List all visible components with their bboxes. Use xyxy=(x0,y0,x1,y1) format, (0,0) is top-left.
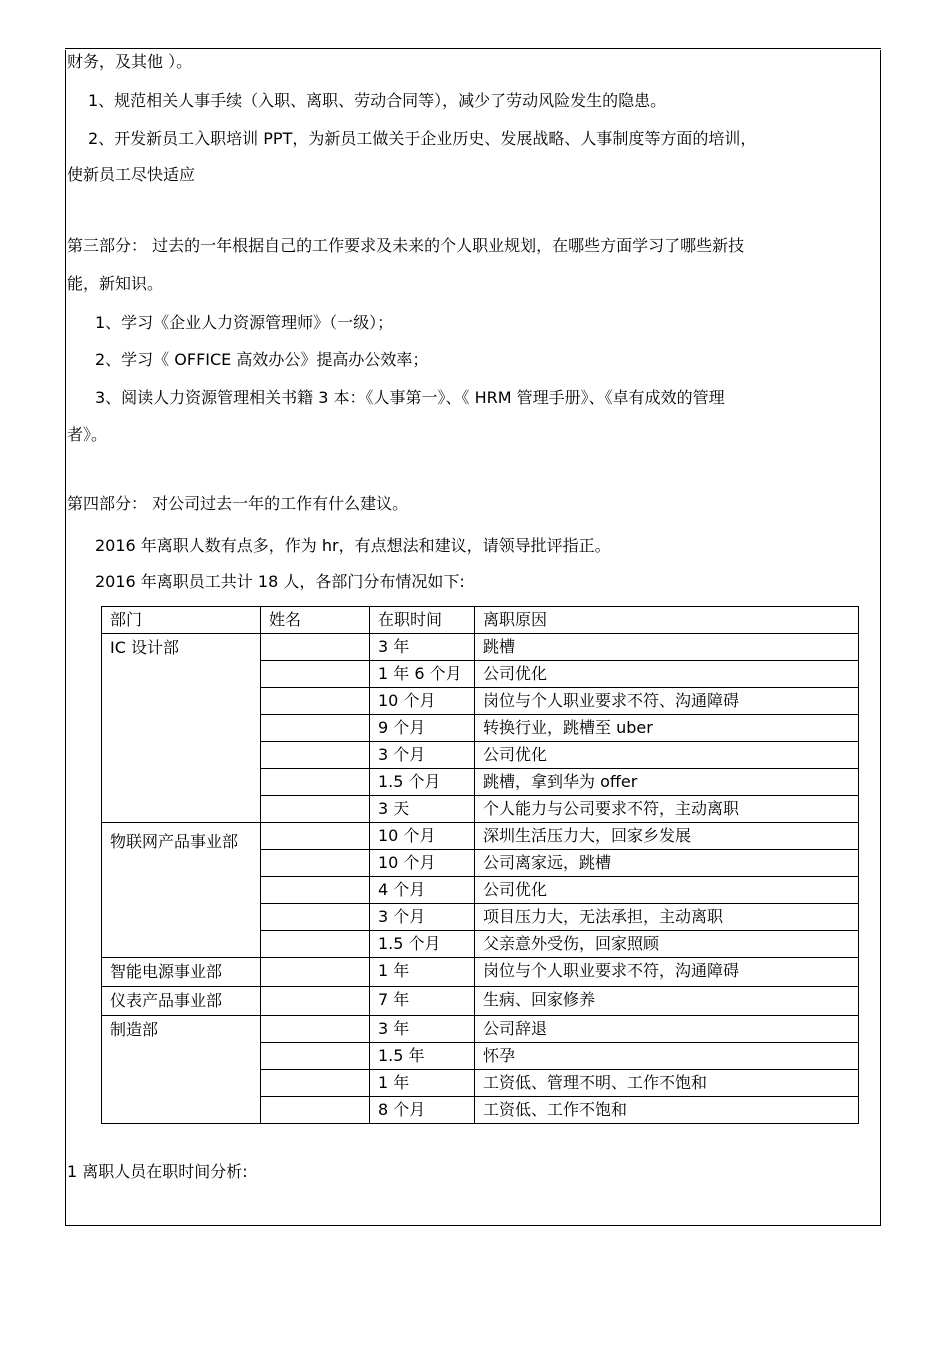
reason-cell: 项目压力大，无法承担，主动离职 xyxy=(475,904,859,931)
table-header-row xyxy=(102,607,859,634)
name-cell xyxy=(261,1097,370,1124)
name-cell xyxy=(261,742,370,769)
name-cell xyxy=(261,958,370,987)
tenure-cell: 3 年 xyxy=(370,1016,475,1043)
reason-cell: 个人能力与公司要求不符，主动离职 xyxy=(475,796,859,823)
tenure-cell: 1 年 xyxy=(370,1070,475,1097)
table-row xyxy=(102,823,859,850)
dept-cell: 仪表产品事业部 xyxy=(102,987,261,1016)
tenure-cell: 1.5 个月 xyxy=(370,931,475,958)
name-cell xyxy=(261,987,370,1016)
name-cell xyxy=(261,661,370,688)
name-cell xyxy=(261,877,370,904)
table-row xyxy=(102,1016,859,1043)
reason-cell: 父亲意外受伤，回家照顾 xyxy=(475,931,859,958)
text-line: 2、学习《 OFFICE 高效办公》提高办公效率； xyxy=(95,350,429,369)
name-cell xyxy=(261,715,370,742)
name-cell xyxy=(261,904,370,931)
text-line: 者》。 xyxy=(67,425,108,444)
reason-cell: 深圳生活压力大，回家乡发展 xyxy=(475,823,859,850)
table-row xyxy=(102,987,859,1016)
name-cell xyxy=(261,850,370,877)
text-line: 财务，及其他 ）。 xyxy=(67,52,193,71)
reason-cell: 转换行业，跳槽至 uber xyxy=(475,715,859,742)
tenure-cell: 10 个月 xyxy=(370,823,475,850)
reason-cell: 怀孕 xyxy=(475,1043,859,1070)
reason-cell: 公司优化 xyxy=(475,742,859,769)
text-line: 1、学习《企业人力资源管理师》（一级）； xyxy=(95,313,394,332)
name-cell xyxy=(261,769,370,796)
tenure-cell: 3 个月 xyxy=(370,742,475,769)
dept-cell: IC 设计部 xyxy=(102,634,261,823)
reason-cell: 跳槽，拿到华为 offer xyxy=(475,769,859,796)
reason-cell: 工资低、工作不饱和 xyxy=(475,1097,859,1124)
tenure-cell: 10 个月 xyxy=(370,850,475,877)
reason-cell: 公司优化 xyxy=(475,877,859,904)
header-tenure: 在职时间 xyxy=(370,607,475,634)
tenure-cell: 8 个月 xyxy=(370,1097,475,1124)
section-heading: 第三部分： 过去的一年根据自己的工作要求及未来的个人职业规划，在哪些方面学习了哪些新技 xyxy=(67,236,745,255)
tenure-cell: 3 天 xyxy=(370,796,475,823)
text-line: 2016 年离职员工共计 18 人，各部门分布情况如下: xyxy=(95,572,465,591)
reason-cell: 工资低、管理不明、工作不饱和 xyxy=(475,1070,859,1097)
tenure-cell: 4 个月 xyxy=(370,877,475,904)
tenure-cell: 9 个月 xyxy=(370,715,475,742)
table-row xyxy=(102,634,859,661)
header-name: 姓名 xyxy=(261,607,370,634)
tenure-cell: 7 年 xyxy=(370,987,475,1016)
reason-cell: 生病、回家修养 xyxy=(475,987,859,1016)
name-cell xyxy=(261,931,370,958)
tenure-cell: 3 个月 xyxy=(370,904,475,931)
name-cell xyxy=(261,634,370,661)
resignation-table xyxy=(101,606,859,1124)
text-line: 2016 年离职人数有点多，作为 hr，有点想法和建议，请领导批评指正。 xyxy=(95,536,611,555)
name-cell xyxy=(261,796,370,823)
text-line: 3、阅读人力资源管理相关书籍 3 本：《人事第一》、《 HRM 管理手册》、《卓有成效的管理 xyxy=(95,388,725,407)
text-line: 使新员工尽快适应 xyxy=(67,165,196,184)
tenure-cell: 3 年 xyxy=(370,634,475,661)
dept-cell: 制造部 xyxy=(102,1016,261,1124)
text-line: 1、规范相关人事手续（入职、离职、劳动合同等），减少了劳动风险发生的隐患。 xyxy=(88,91,667,110)
name-cell xyxy=(261,823,370,850)
reason-cell: 跳槽 xyxy=(475,634,859,661)
reason-cell: 公司离家远，跳槽 xyxy=(475,850,859,877)
header-reason: 离职原因 xyxy=(475,607,859,634)
text-line: 1 离职人员在职时间分析: xyxy=(67,1162,248,1181)
tenure-cell: 1.5 个月 xyxy=(370,769,475,796)
frame-top-border xyxy=(65,48,881,49)
name-cell xyxy=(261,1043,370,1070)
reason-cell: 岗位与个人职业要求不符、沟通障碍 xyxy=(475,688,859,715)
text-line: 2、开发新员工入职培训 PPT，为新员工做关于企业历史、发展战略、人事制度等方面的培训， xyxy=(88,129,757,148)
tenure-cell: 1 年 6 个月 xyxy=(370,661,475,688)
reason-cell: 公司辞退 xyxy=(475,1016,859,1043)
dept-cell: 智能电源事业部 xyxy=(102,958,261,987)
name-cell xyxy=(261,688,370,715)
reason-cell: 公司优化 xyxy=(475,661,859,688)
tenure-cell: 10 个月 xyxy=(370,688,475,715)
reason-cell: 岗位与个人职业要求不符，沟通障碍 xyxy=(475,958,859,987)
table-row xyxy=(102,958,859,987)
section-heading: 第四部分： 对公司过去一年的工作有什么建议。 xyxy=(67,494,409,513)
tenure-cell: 1 年 xyxy=(370,958,475,987)
dept-cell: 物联网产品事业部 xyxy=(102,823,261,958)
header-dept: 部门 xyxy=(102,607,261,634)
text-line: 能，新知识。 xyxy=(67,274,164,293)
name-cell xyxy=(261,1016,370,1043)
name-cell xyxy=(261,1070,370,1097)
tenure-cell: 1.5 年 xyxy=(370,1043,475,1070)
